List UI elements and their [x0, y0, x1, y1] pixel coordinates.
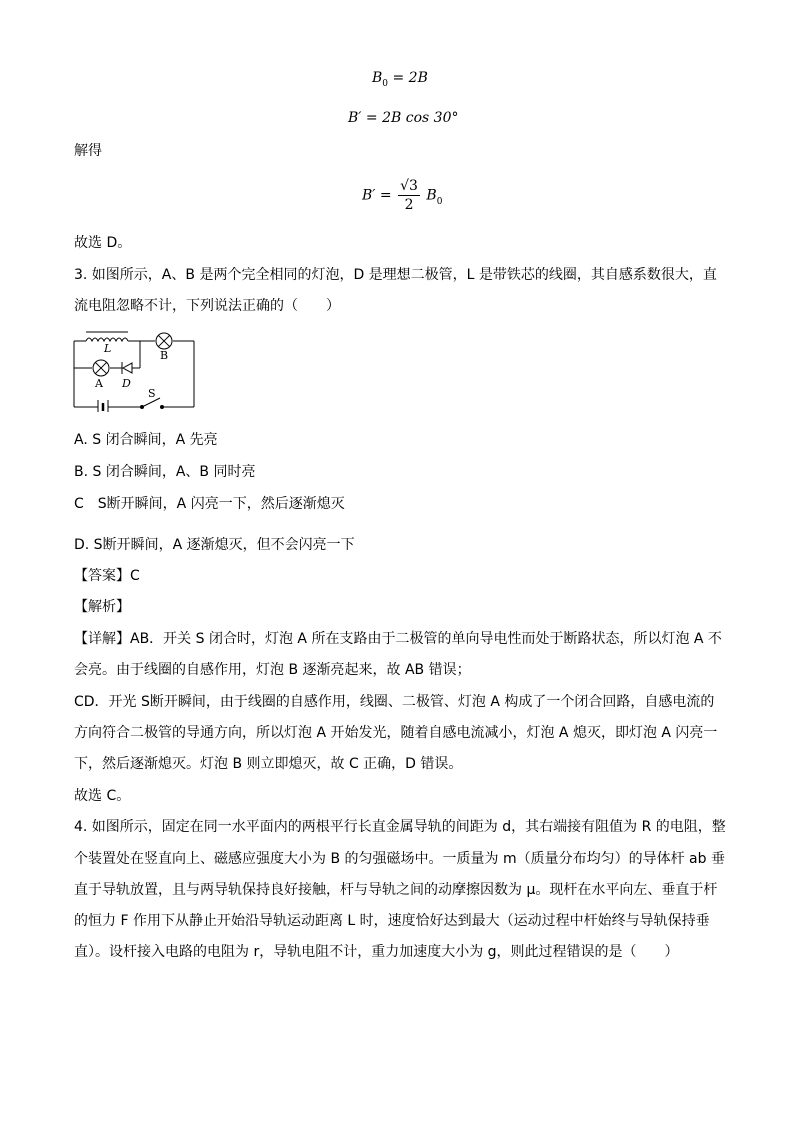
eq3-rhs-sub: 0 — [436, 196, 443, 207]
prev-answer: 故选 D。 — [74, 235, 132, 251]
eq1-lhs-sub: 0 — [382, 79, 389, 89]
q3-stem-line1: 3. 如图所示，A、B 是两个完全相同的灯泡，D 是理想二极管，L 是带铁芯的线圈，其自感系数很大，直 — [74, 267, 717, 283]
option-b: B. S 闭合瞬间，A、B 同时亮 — [74, 464, 256, 480]
eq3-rhs: B — [426, 187, 437, 204]
eq1-equals: = — [392, 70, 405, 86]
diode-icon — [122, 362, 132, 374]
q4-stem-line4: 的恒力 F 作用下从静止开始沿导轨运动距离 L 时，速度恰好达到最大（运动过程中杆始终与导轨保持垂 — [74, 913, 710, 929]
eq1-rhs: 2B — [408, 70, 428, 86]
equation-1 — [372, 70, 428, 89]
circuit-diagram — [70, 326, 200, 412]
q3-stem-line2: 流电阻忽略不计，下列说法正确的（ ） — [74, 298, 340, 314]
eq3-equals: = — [379, 187, 392, 204]
detail-line2: 会亮。由于线圈的自感作用，灯泡 B 逐渐亮起来，故 AB 错误； — [74, 662, 471, 678]
label-d: D — [122, 377, 131, 390]
detail-line4: 方向符合二极管的导通方向，所以灯泡 A 开始发光，随着自感电流减小，灯泡 A 熄灭，即灯泡 A 闪亮一 — [74, 725, 718, 741]
label-s: S — [148, 387, 156, 400]
lamp-a-icon — [93, 360, 109, 376]
eq2-equals: = — [365, 110, 378, 126]
label-b: B — [160, 349, 169, 362]
q3-final-answer: 故选 C。 — [74, 788, 131, 804]
option-d: D. S断开瞬间，A 逐渐熄灭，但不会闪亮一下 — [74, 537, 355, 553]
answer-label: 【答案】C — [74, 568, 140, 584]
text-jiede: 解得 — [74, 143, 102, 159]
q4-stem-line5: 直）。设杆接入电路的电阻为 r，导轨电阻不计，重力加速度大小为 g，则此过程错误的是（ ） — [74, 944, 679, 960]
eq3-denominator: 2 — [404, 197, 414, 213]
eq1-lhs: B — [372, 70, 383, 86]
label-a: A — [95, 377, 103, 390]
q4-stem-line1: 4. 如图所示，固定在同一水平面内的两根平行长直金属导轨的间距为 d，其右端接有阻值为 R 的电阻，整 — [74, 819, 726, 835]
battery-icon — [98, 400, 108, 412]
eq2-rhs: 2B cos 30° — [382, 110, 459, 126]
eq3-fraction — [398, 177, 420, 214]
eq3-numerator: √3 — [400, 178, 418, 194]
inductor-coil — [86, 338, 128, 341]
option-c: C S断开瞬间，A 闪亮一下，然后逐渐熄灭 — [74, 496, 345, 512]
q4-stem-line2: 个装置处在竖直向上、磁感应强度大小为 B 的匀强磁场中。一质量为 m（质量分布均匀）的导体杆 ab 垂 — [74, 851, 725, 867]
eq3-lhs: B′ — [362, 187, 376, 204]
label-l: L — [104, 342, 112, 355]
lamp-b-icon — [156, 333, 172, 349]
q4-stem-line3: 直于导轨放置，且与两导轨保持良好接触，杆与导轨之间的动摩擦因数为 μ。现杆在水平向左、垂直于杆 — [74, 882, 718, 898]
detail-line5: 下，然后逐渐熄灭。灯泡 B 则立即熄灭，故 C 正确，D 错误。 — [74, 756, 463, 772]
eq2-lhs: B′ — [348, 110, 362, 126]
option-a: A. S 闭合瞬间，A 先亮 — [74, 432, 218, 448]
detail-line1: 【详解】AB．开关 S 闭合时，灯泡 A 所在支路由于二极管的单向导电性而处于断路状态，所以灯泡 A 不 — [74, 631, 722, 647]
equation-2 — [348, 110, 458, 126]
detail-line3: CD．开光 S断开瞬间，由于线圈的自感作用，线圈、二极管、灯泡 A 构成了一个闭合回路，自感电流的 — [74, 694, 715, 710]
analysis-label: 【解析】 — [74, 599, 130, 615]
equation-3 — [362, 177, 442, 214]
